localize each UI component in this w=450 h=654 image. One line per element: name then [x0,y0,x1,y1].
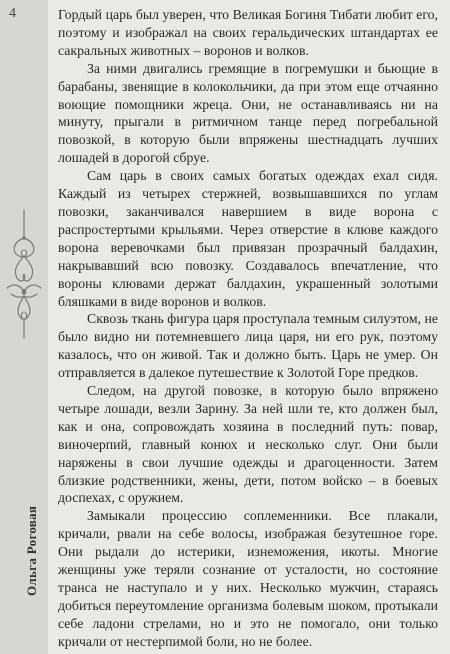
paragraph-5: Следом, на другой повозке, в которую было впряжено четыре лошади, везли Зарину. За ней шли те, кто должен был, как и она, сопровождать хозяина в последний путь: повар, виночерпий, главный конюх и несколько слуг. Они были наряжены в свои лучшие одежды и драгоценности. Затем близкие родственники, жены, дети, потом войско – в боевых доспехах, с оружием. [58,383,438,506]
paragraph-1: Гордый царь был уверен, что Великая Богиня Тибати любит его, поэтому и изображал на своих геральдических штандартах ее сакральных животных – воронов и волков. [58,7,438,58]
author-name: Ольга Роговая [24,505,39,596]
page-number: 4 [9,6,16,21]
page-margin-sidebar [0,0,48,654]
flourish-ornament-icon [3,208,45,340]
paragraph-2: За ними двигались гремящие в погремушки и бьющие в барабаны, звенящие в колокольчики, да при этом еще отчаянно воющие помощники жреца. Они, не останавливаясь ни на минуту, прыгали в ритмичном танце перед погребальной повозкой, в которую были впряжены шестнадцать лучших лошадей в дорогой сбруе. [58,60,438,166]
paragraph-4: Сквозь ткань фигура царя проступала темным силуэтом, не было видно ни потемневшего лица царя, ни его рук, поэтому казалось, что он живой. Так и должно быть. Царь не умер. Он отправляется в далекое путешествие к Золотой Горе предков. [58,311,438,381]
page-body-text [58,6,438,651]
paragraph-6: Замыкали процессию соплеменники. Все плакали, кричали, рвали на себе волосы, изображая безутешное горе. Они рыдали до истерики, изнеможения, икоты. Многие женщины уже теряли сознание от усталости, но состояние транса не наступало и у них. Несколько мужчин, стараясь добиться переутомление организма болевым шоком, протыкали себе ладони стрелами, но и это не помогало, они только кричали от нестерпимой боли, но не более. [58,508,438,649]
paragraph-3: Сам царь в своих самых богатых одеждах ехал сидя. Каждый из четырех стержней, возвышавшихся по углам повозки, заканчивался навершием в виде ворона с распростертыми крыльями. Через отверстие в клюве каждого ворона веревочками был привязан прозрачный балдахин, накрывавший всю повозку. Создавалось впечатление, что вороны клювами держат балдахин, украшенный золотыми бляшками в виде воронов и волков. [58,168,438,309]
